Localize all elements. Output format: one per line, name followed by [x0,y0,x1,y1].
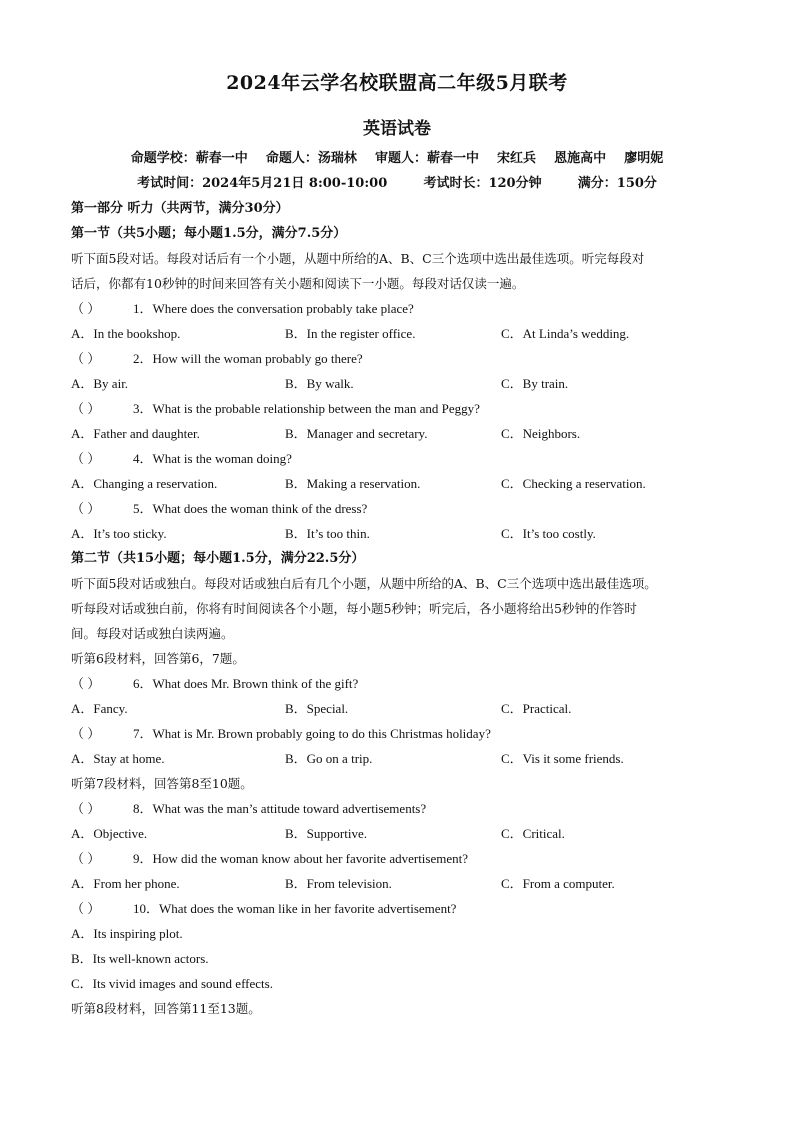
answer-blank[interactable]: （ ） [71,801,101,816]
material-8-note: 听第8段材料，回答第11至13题。 [71,1001,261,1016]
option-c[interactable]: C．Its vivid images and sound effects. [71,976,273,991]
question-7 [71,721,731,746]
option-a[interactable]: A．Father and daughter. [71,426,200,441]
option-a[interactable]: A．Stay at home. [71,751,165,766]
question-stem: 2．How will the woman probably go there? [133,351,363,366]
question-7-options [71,746,731,771]
option-c[interactable]: C．Vis it some friends. [501,751,624,766]
option-a[interactable]: A．In the bookshop. [71,326,181,341]
question-3 [71,396,731,421]
section2-heading: 第二节（共15小题；每小题1.5分，满分22.5分） [71,551,365,566]
question-stem: 3．What is the probable relationship between the man and Peggy? [133,401,480,416]
option-c[interactable]: C．Neighbors. [501,426,581,441]
question-4-options [71,471,731,496]
question-5 [71,496,731,521]
option-a[interactable]: A．From her phone. [71,876,180,891]
option-b[interactable]: B．Supportive. [285,826,367,841]
section1-instructions: 听下面5段对话。每段对话后有一个小题，从题中所给的A、B、C三个选项中选出最佳选项。听完每段对 [71,251,645,266]
option-c[interactable]: C．By train. [501,376,569,391]
section2-instructions: 间。每段对话或独白读两遍。 [71,626,234,641]
material-6-note: 听第6段材料，回答第6，7题。 [71,651,245,666]
part1-heading: 第一部分 听力（共两节，满分30分） [71,201,289,216]
question-6 [71,671,731,696]
question-4 [71,446,731,471]
answer-blank[interactable]: （ ） [71,351,101,366]
section1-instructions: 话后，你都有10秒钟的时间来回答有关小题和阅读下一小题。每段对话仅读一遍。 [71,276,525,291]
option-b[interactable]: B．Making a reservation. [285,476,421,491]
question-8 [71,796,731,821]
answer-blank[interactable]: （ ） [71,401,101,416]
answer-blank[interactable]: （ ） [71,301,101,316]
option-c[interactable]: C．Practical. [501,701,572,716]
question-9-options [71,871,731,896]
option-a[interactable]: A．Changing a reservation. [71,476,218,491]
question-10 [71,896,731,921]
option-b[interactable]: B．From television. [285,876,392,891]
option-a[interactable]: A．Fancy. [71,701,128,716]
question-8-options [71,821,731,846]
option-b[interactable]: B．By walk. [285,376,354,391]
question-2-options [71,371,731,396]
option-a[interactable]: A．It’s too sticky. [71,526,167,541]
answer-blank[interactable]: （ ） [71,501,101,516]
option-b[interactable]: B．Its well-known actors. [71,951,209,966]
exam-body [71,196,731,1021]
option-b[interactable]: B．Special. [285,701,349,716]
option-b[interactable]: B．Manager and secretary. [285,426,428,441]
answer-blank[interactable]: （ ） [71,726,101,741]
question-stem: 1．Where does the conversation probably take place? [133,301,414,316]
exam-time-info-line: 考试时间：2024年5月21日 8:00-10:00 考试时长：120分钟 满分：150分 [137,176,657,191]
material-7-note: 听第7段材料，回答第8至10题。 [71,776,253,791]
exam-subtitle: 英语试卷 [363,119,431,139]
option-b[interactable]: B．It’s too thin. [285,526,370,541]
option-c[interactable]: C．It’s too costly. [501,526,596,541]
question-stem: 6．What does Mr. Brown think of the gift? [133,676,359,691]
option-a[interactable]: A．By air. [71,376,129,391]
question-stem: 5．What does the woman think of the dress? [133,501,368,516]
question-stem: 7．What is Mr. Brown probably going to do this Christmas holiday? [133,726,491,741]
question-stem: 9．How did the woman know about her favorite advertisement? [133,851,469,866]
question-5-options [71,521,731,546]
question-1-options [71,321,731,346]
answer-blank[interactable]: （ ） [71,851,101,866]
answer-blank[interactable]: （ ） [71,676,101,691]
answer-blank[interactable]: （ ） [71,901,101,916]
option-c[interactable]: C．Critical. [501,826,565,841]
question-1 [71,296,731,321]
option-c[interactable]: C．At Linda’s wedding. [501,326,630,341]
author-info-line: 命题学校：蕲春一中 命题人：汤瑞林 审题人：蕲春一中 宋红兵 恩施高中 廖明妮 [130,151,664,166]
exam-title: 2024年云学名校联盟高二年级5月联考 [226,72,568,94]
section2-instructions: 听每段对话或独白前，你将有时间阅读各个小题，每小题5秒钟；听完后，各小题将给出5秒钟的作答时 [71,601,637,616]
question-3-options [71,421,731,446]
question-2 [71,346,731,371]
section1-heading: 第一节（共5小题；每小题1.5分，满分7.5分） [71,226,347,241]
option-b[interactable]: B．In the register office. [285,326,416,341]
question-9 [71,846,731,871]
option-a[interactable]: A．Its inspiring plot. [71,926,183,941]
section2-instructions: 听下面5段对话或独白。每段对话或独白后有几个小题，从题中所给的A、B、C三个选项中选出最佳选项。 [71,576,657,591]
question-stem: 4．What is the woman doing? [133,451,292,466]
question-6-options [71,696,731,721]
option-c[interactable]: C．Checking a reservation. [501,476,646,491]
option-c[interactable]: C．From a computer. [501,876,615,891]
question-stem: 8．What was the man’s attitude toward advertisements? [133,801,427,816]
option-b[interactable]: B．Go on a trip. [285,751,373,766]
option-a[interactable]: A．Objective. [71,826,148,841]
question-stem: 10．What does the woman like in her favorite advertisement? [133,901,457,916]
answer-blank[interactable]: （ ） [71,451,101,466]
